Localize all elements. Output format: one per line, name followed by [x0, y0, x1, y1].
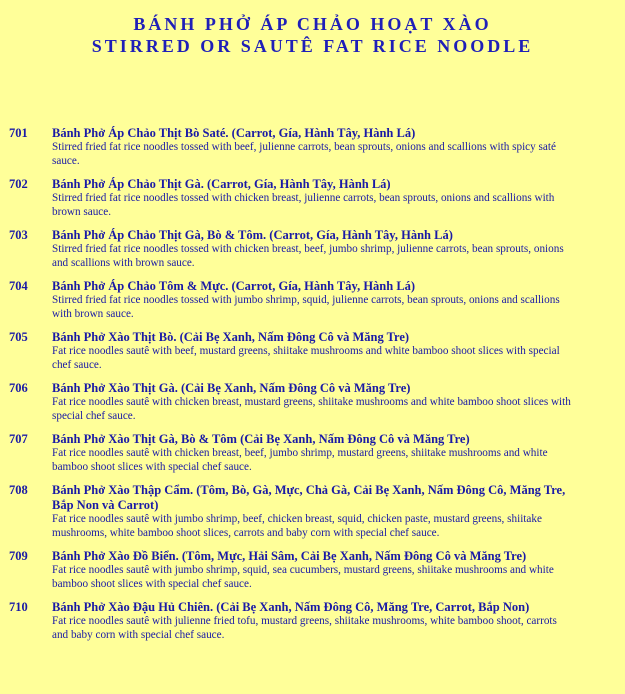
item-body — [52, 600, 572, 642]
item-number: 709 — [9, 549, 28, 563]
item-description: Fat rice noodles sautê with jumbo shrimp, squid, sea cucumbers, mustard greens, shiitake mushrooms and white bamboo shoot slices with special chef sauce. — [52, 564, 554, 590]
item-name: Bánh Phở Xào Đậu Hủ Chiên. (Cải Bẹ Xanh, Nấm Đông Cô, Măng Tre, Carrot, Bắp Non) — [52, 600, 530, 614]
item-body — [52, 381, 572, 423]
item-number: 710 — [9, 600, 28, 614]
item-body — [52, 549, 572, 591]
item-number: 708 — [9, 483, 28, 497]
item-name: Bánh Phở Áp Chảo Thịt Gà, Bò & Tôm. (Carrot, Gía, Hành Tây, Hành Lá) — [52, 228, 453, 242]
item-number: 704 — [9, 279, 28, 293]
item-name: Bánh Phở Xào Thịt Gà, Bò & Tôm (Cải Bẹ Xanh, Nấm Đông Cô và Măng Tre) — [52, 432, 470, 446]
menu-item — [0, 330, 625, 372]
item-description: Stirred fried fat rice noodles tossed with beef, julienne carrots, bean sprouts, onions and scallions with spicy saté sauce. — [52, 141, 556, 167]
item-number: 703 — [9, 228, 28, 242]
item-body — [52, 177, 572, 219]
item-body — [52, 279, 572, 321]
menu-header — [0, 13, 625, 57]
item-description: Fat rice noodles sautê with jumbo shrimp, beef, chicken breast, squid, chicken paste, mustard greens, shiitake mushrooms, white bamboo shoot slices, carrots and baby corn with special chef sauce. — [52, 513, 542, 539]
item-name: Bánh Phở Xào Thịt Gà. (Cải Bẹ Xanh, Nấm Đông Cô và Măng Tre) — [52, 381, 411, 395]
item-description: Stirred fried fat rice noodles tossed with chicken breast, julienne carrots, bean sprouts, onions and scallions with brown sauce. — [52, 192, 555, 218]
item-description: Fat rice noodles sautê with julienne fried tofu, mustard greens, shiitake mushrooms, white bamboo shoot, carrots and baby corn with special chef sauce. — [52, 615, 557, 641]
item-name: Bánh Phở Xào Thịt Bò. (Cải Bẹ Xanh, Nấm Đông Cô và Măng Tre) — [52, 330, 410, 344]
item-number: 706 — [9, 381, 28, 395]
item-body — [52, 126, 572, 168]
item-name: Bánh Phở Áp Chảo Thịt Bò Saté. (Carrot, Gía, Hành Tây, Hành Lá) — [52, 126, 416, 140]
item-number: 702 — [9, 177, 28, 191]
item-description: Fat rice noodles sautê with beef, mustard greens, shiitake mushrooms and white bamboo shoot slices with special chef sauce. — [52, 345, 560, 371]
item-name: Bánh Phở Áp Chảo Thịt Gà. (Carrot, Gía, Hành Tây, Hành Lá) — [52, 177, 391, 191]
menu-item — [0, 381, 625, 423]
section-title-vietnamese: BÁNH PHỞ ÁP CHẢO HOẠT XÀO — [133, 14, 492, 34]
menu-item — [0, 279, 625, 321]
item-number: 705 — [9, 330, 28, 344]
item-body — [52, 228, 572, 270]
item-description: Fat rice noodles sautê with chicken breast, mustard greens, shiitake mushrooms and white bamboo shoot slices with special chef sauce. — [52, 396, 571, 422]
item-description: Stirred fried fat rice noodles tossed with jumbo shrimp, squid, julienne carrots, bean sprouts, onions and scallions with brown sauce. — [52, 294, 560, 320]
item-name: Bánh Phở Áp Chảo Tôm & Mực. (Carrot, Gía, Hành Tây, Hành Lá) — [52, 279, 416, 293]
item-number: 701 — [9, 126, 28, 140]
item-name: Bánh Phở Xào Thập Cẩm. (Tôm, Bò, Gà, Mực, Chả Gà, Cải Bẹ Xanh, Nấm Đông Cô, Măng Tre, Bắp Non và Carrot) — [52, 483, 566, 512]
item-number: 707 — [9, 432, 28, 446]
menu-item — [0, 126, 625, 168]
menu-item — [0, 177, 625, 219]
menu-item-list — [0, 126, 625, 651]
menu-item — [0, 228, 625, 270]
item-body — [52, 330, 572, 372]
item-body — [52, 483, 572, 540]
section-title-english: STIRRED OR SAUTÊ FAT RICE NOODLE — [91, 36, 534, 56]
item-name: Bánh Phở Xào Đồ Biển. (Tôm, Mực, Hải Sâm, Cải Bẹ Xanh, Nấm Đông Cô và Măng Tre) — [52, 549, 527, 563]
menu-item — [0, 483, 625, 540]
menu-item — [0, 600, 625, 642]
item-description: Fat rice noodles sautê with chicken breast, beef, jumbo shrimp, mustard greens, shiitake mushrooms and white bamboo shoot slices with special chef sauce. — [52, 447, 548, 473]
item-description: Stirred fried fat rice noodles tossed with chicken breast, beef, jumbo shrimp, julienne carrots, bean sprouts, onions and scallions with brown sauce. — [52, 243, 564, 269]
menu-item — [0, 432, 625, 474]
menu-item — [0, 549, 625, 591]
item-body — [52, 432, 572, 474]
